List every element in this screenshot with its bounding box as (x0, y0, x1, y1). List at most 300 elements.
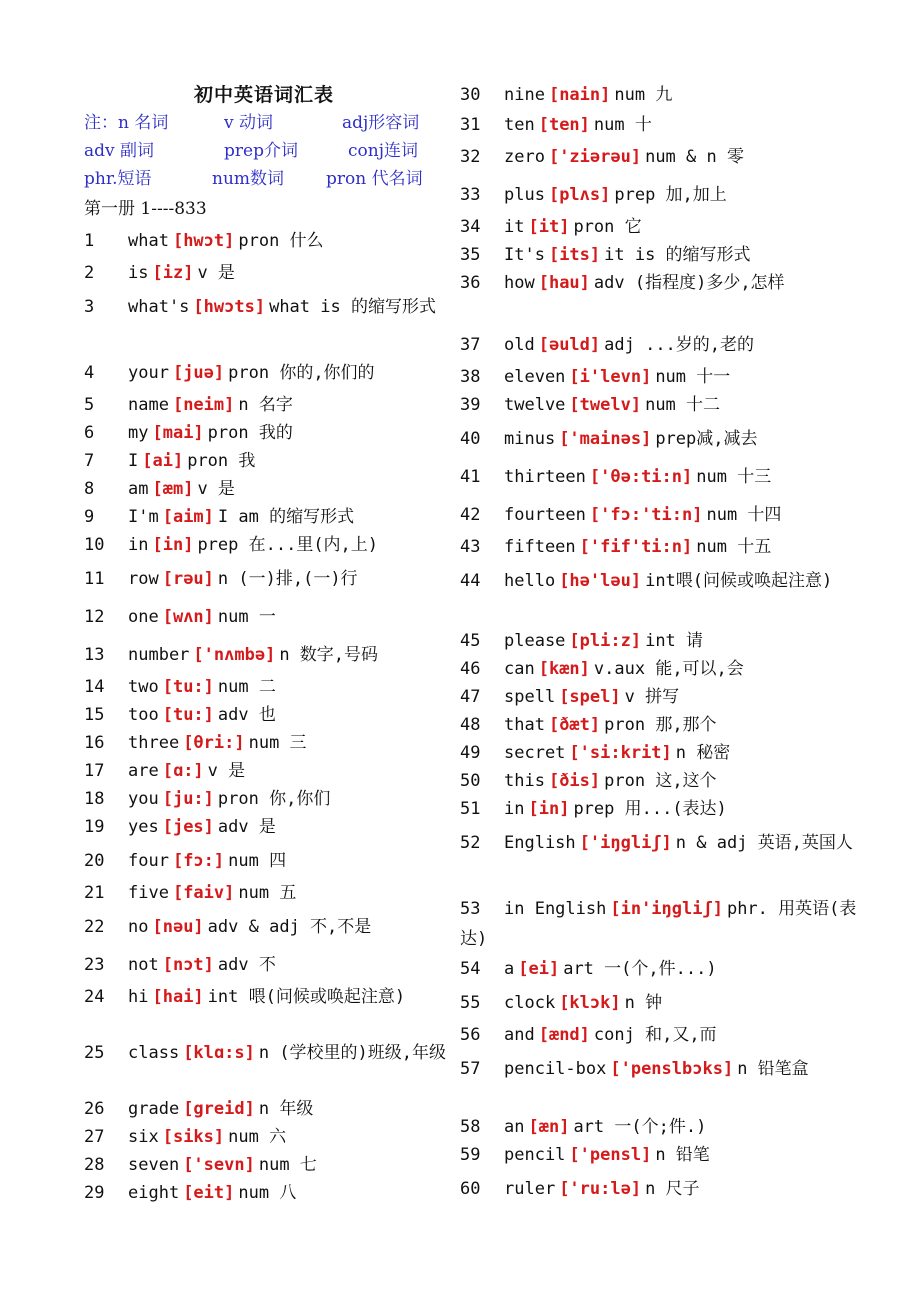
entry-word: plus (504, 185, 545, 205)
entry-meaning: pron 什么 (238, 231, 324, 251)
vocab-entry (460, 268, 870, 298)
entry-number: 19 (84, 817, 105, 837)
entry-number: 48 (460, 715, 481, 735)
entry-number: 29 (84, 1183, 105, 1203)
entry-phonetic: [its] (548, 245, 601, 265)
vocab-entry (84, 640, 456, 670)
entry-word: pencil (504, 1145, 566, 1165)
vocab-entry (460, 80, 870, 110)
legend-item: pron 代名词 (326, 169, 423, 189)
entry-number: 52 (460, 833, 481, 853)
entry-meaning: adv & adj 不,不是 (207, 917, 372, 937)
entry-phonetic: [mai] (152, 423, 204, 443)
entry-word: grade (128, 1099, 180, 1119)
vocab-entry (460, 738, 870, 768)
entry-word: clock (504, 993, 556, 1013)
vocab-entry (84, 390, 456, 420)
vocab-entry (84, 446, 456, 476)
entry-phonetic: [æn] (528, 1117, 570, 1137)
entry-phonetic: [in'iŋgliʃ] (610, 899, 723, 919)
entry-phonetic: [nəu] (152, 917, 204, 937)
entry-meaning: num 十四 (706, 505, 782, 525)
entry-phonetic: [twelv] (569, 395, 642, 415)
vocab-entry (84, 784, 456, 814)
entry-word: pencil-box (504, 1059, 607, 1079)
entry-meaning: prep减,减去 (655, 429, 758, 449)
entry-meaning: n 数字,号码 (279, 645, 379, 665)
entry-meaning: adv 是 (217, 817, 276, 837)
entry-meaning: num 十 (593, 115, 652, 135)
entry-word: five (128, 883, 169, 903)
entry-word: not (128, 955, 159, 975)
entry-word: three (128, 733, 180, 753)
entry-phonetic: ['penslbɔks] (610, 1059, 734, 1079)
entry-word: seven (128, 1155, 180, 1175)
entry-meaning: it is 的缩写形式 (604, 245, 751, 265)
entry-phonetic: ['fif'ti:n] (579, 537, 693, 557)
entry-phonetic: [iz] (152, 263, 194, 283)
entry-word: fifteen (504, 537, 576, 557)
entry-word: class (128, 1043, 180, 1063)
entry-number: 23 (84, 955, 105, 975)
entry-number: 60 (460, 1179, 481, 1199)
entry-meaning: num 八 (238, 1183, 297, 1203)
entry-phonetic: [hə'ləu] (559, 571, 642, 591)
entry-phonetic: [ðæt] (548, 715, 601, 735)
entry-meaning: num 十五 (696, 537, 772, 557)
entry-word: an (504, 1117, 525, 1137)
entry-meaning: num 十二 (645, 395, 721, 415)
entry-meaning: art 一(个,件...) (563, 959, 717, 979)
vocab-entry (460, 362, 870, 392)
entry-meaning: n (学校里的)班级,年级 (258, 1043, 447, 1063)
vocab-entry (84, 564, 456, 594)
vocab-entry (84, 1038, 456, 1068)
entry-number: 58 (460, 1117, 481, 1137)
entry-meaning: int 请 (645, 631, 704, 651)
entry-word: hello (504, 571, 556, 591)
entry-phonetic: [ju:] (162, 789, 214, 809)
vocab-entry (84, 982, 456, 1012)
entry-meaning: phr. 用英语(表达) (460, 899, 857, 949)
entry-number: 11 (84, 569, 105, 589)
entry-phonetic: [hau] (538, 273, 590, 293)
entry-number: 26 (84, 1099, 105, 1119)
vocab-entry (84, 912, 456, 942)
entry-word: It's (504, 245, 545, 265)
entry-number: 50 (460, 771, 481, 791)
entry-meaning: num 四 (228, 851, 287, 871)
entry-meaning: v 是 (197, 479, 235, 499)
vocab-entry (460, 682, 870, 712)
entry-phonetic: [pli:z] (569, 631, 642, 651)
vocab-entry (84, 258, 456, 288)
entry-number: 38 (460, 367, 481, 387)
entry-phonetic: [greid] (183, 1099, 255, 1119)
entry-word: I'm (128, 507, 159, 527)
entry-word: thirteen (504, 467, 586, 487)
entry-phonetic: ['sevn] (183, 1155, 255, 1175)
entry-word: spell (504, 687, 556, 707)
entry-phonetic: [in] (152, 535, 194, 555)
entry-phonetic: [it] (528, 217, 570, 237)
entry-phonetic: [jes] (162, 817, 214, 837)
entry-number: 20 (84, 851, 105, 871)
entry-meaning: num & n 零 (645, 147, 744, 167)
entry-word: in (128, 535, 149, 555)
entry-number: 13 (84, 645, 105, 665)
entry-number: 44 (460, 571, 481, 591)
entry-word: can (504, 659, 535, 679)
entry-phonetic: [hwɔts] (193, 297, 266, 317)
entry-phonetic: [neim] (172, 395, 235, 415)
vocab-entry (84, 1094, 456, 1124)
entry-phonetic: [ai] (142, 451, 184, 471)
vocab-entry (84, 358, 456, 388)
entry-number: 14 (84, 677, 105, 697)
entry-number: 47 (460, 687, 481, 707)
entry-meaning: adj ...岁的,老的 (604, 335, 755, 355)
vocab-entry (84, 846, 456, 876)
entry-meaning: pron 我的 (207, 423, 293, 443)
vocab-entry (84, 950, 456, 980)
entry-number: 10 (84, 535, 105, 555)
entry-word: hi (128, 987, 149, 1007)
entry-number: 53 (460, 899, 481, 919)
entry-number: 36 (460, 273, 481, 293)
entry-number: 59 (460, 1145, 481, 1165)
vocab-entry (84, 1178, 456, 1208)
entry-number: 22 (84, 917, 105, 937)
vocab-entry (460, 988, 870, 1018)
entry-meaning: what is 的缩写形式 (269, 297, 436, 317)
legend-item: adj形容词 (342, 113, 420, 133)
entry-meaning: num 十三 (696, 467, 772, 487)
entry-word: what's (128, 297, 190, 317)
entry-number: 51 (460, 799, 481, 819)
entry-number: 2 (84, 263, 95, 283)
entry-meaning: n 秘密 (675, 743, 731, 763)
entry-word: secret (504, 743, 566, 763)
vocab-entry (84, 474, 456, 504)
legend-item: phr.短语 (84, 169, 152, 189)
vocab-entry (84, 728, 456, 758)
entry-word: number (128, 645, 190, 665)
entry-word: what (128, 231, 169, 251)
entry-phonetic: [wʌn] (162, 607, 214, 627)
entry-phonetic: [hwɔt] (172, 231, 235, 251)
entry-phonetic: [spel] (559, 687, 621, 707)
entry-number: 35 (460, 245, 481, 265)
vocab-entry (460, 626, 870, 656)
entry-word: six (128, 1127, 159, 1147)
entry-number: 3 (84, 297, 95, 317)
entry-phonetic: ['iŋgliʃ] (579, 833, 672, 853)
vocab-entry (460, 330, 870, 360)
entry-meaning: v 是 (197, 263, 235, 283)
entry-meaning: I am 的缩写形式 (217, 507, 355, 527)
entry-number: 27 (84, 1127, 105, 1147)
entry-number: 7 (84, 451, 95, 471)
entry-meaning: n 铅笔 (655, 1145, 710, 1165)
entry-word: you (128, 789, 159, 809)
vocab-entry (460, 180, 870, 210)
entry-phonetic: [hai] (152, 987, 204, 1007)
entry-phonetic: ['pensl] (569, 1145, 652, 1165)
entry-phonetic: [rəu] (162, 569, 214, 589)
legend-item: v 动词 (224, 113, 274, 133)
vocab-entry (460, 654, 870, 684)
entry-phonetic: ['θə:ti:n] (589, 467, 693, 487)
legend-item: prep介词 (224, 141, 298, 161)
vocab-entry (460, 566, 870, 596)
entry-word: please (504, 631, 566, 651)
vocab-entry (460, 500, 870, 530)
entry-number: 49 (460, 743, 481, 763)
entry-word: minus (504, 429, 556, 449)
entry-meaning: pron 你,你们 (217, 789, 331, 809)
entry-word: twelve (504, 395, 566, 415)
vocab-entry (460, 110, 870, 140)
entry-word: in (504, 799, 525, 819)
legend-item: 注：n 名词 (84, 113, 169, 133)
entry-meaning: num 一 (217, 607, 276, 627)
entry-meaning: num 六 (228, 1127, 287, 1147)
entry-phonetic: ['ru:lə] (559, 1179, 642, 1199)
entry-number: 55 (460, 993, 481, 1013)
entry-meaning: v.aux 能,可以,会 (593, 659, 744, 679)
entry-word: how (504, 273, 535, 293)
entry-word: that (504, 715, 545, 735)
entry-phonetic: [ɑ:] (162, 761, 204, 781)
entry-meaning: n 名字 (238, 395, 293, 415)
entry-word: nine (504, 85, 545, 105)
entry-number: 12 (84, 607, 105, 627)
entry-phonetic: ['mainəs] (559, 429, 652, 449)
entry-phonetic: ['nʌmbə] (193, 645, 276, 665)
entry-meaning: n 年级 (258, 1099, 314, 1119)
vocab-entry (460, 1112, 870, 1142)
vocab-entry (460, 710, 870, 740)
entry-phonetic: [juə] (172, 363, 225, 383)
entry-number: 18 (84, 789, 105, 809)
entry-meaning: num 五 (238, 883, 297, 903)
entry-word: a (504, 959, 515, 979)
entry-meaning: pron 它 (573, 217, 642, 237)
entry-phonetic: [aim] (162, 507, 214, 527)
entry-number: 37 (460, 335, 481, 355)
vocab-entry (84, 756, 456, 786)
entry-meaning: num 三 (248, 733, 307, 753)
entry-meaning: prep 在...里(内,上) (197, 535, 379, 555)
entry-phonetic: [əuld] (538, 335, 601, 355)
entry-phonetic: ['ziərəu] (548, 147, 642, 167)
entry-phonetic: [æm] (152, 479, 194, 499)
entry-number: 8 (84, 479, 95, 499)
legend-item: adv 副词 (84, 141, 155, 161)
vocab-entry (84, 502, 456, 532)
entry-phonetic: [siks] (162, 1127, 225, 1147)
entry-phonetic: [nɔt] (162, 955, 214, 975)
entry-word: two (128, 677, 159, 697)
entry-meaning: adv 不 (217, 955, 276, 975)
entry-word: in English (504, 899, 607, 919)
vocab-entry (460, 212, 870, 242)
vocab-entry (460, 1020, 870, 1050)
entry-meaning: num 二 (217, 677, 276, 697)
entry-number: 32 (460, 147, 481, 167)
entry-number: 43 (460, 537, 481, 557)
entry-phonetic: [i'levn] (569, 367, 652, 387)
entry-word: English (504, 833, 576, 853)
entry-word: your (128, 363, 169, 383)
entry-number: 46 (460, 659, 481, 679)
entry-meaning: art 一(个;件.) (573, 1117, 707, 1137)
entry-phonetic: [ei] (518, 959, 560, 979)
vocab-entry (84, 700, 456, 730)
entry-number: 1 (84, 231, 95, 251)
vocab-entry (84, 418, 456, 448)
entry-meaning: adv (指程度)多少,怎样 (593, 273, 785, 293)
entry-meaning: pron 那,那个 (604, 715, 717, 735)
entry-number: 24 (84, 987, 105, 1007)
entry-meaning: adv 也 (217, 705, 276, 725)
vocab-entry (84, 1150, 456, 1180)
entry-word: are (128, 761, 159, 781)
entry-number: 25 (84, 1043, 105, 1063)
entry-word: I (128, 451, 139, 471)
entry-number: 21 (84, 883, 105, 903)
entry-word: yes (128, 817, 159, 837)
entry-number: 54 (460, 959, 481, 979)
vocab-entry (84, 672, 456, 702)
vocab-entry (460, 766, 870, 796)
entry-word: zero (504, 147, 545, 167)
vocab-entry (460, 142, 870, 172)
vocab-entry (460, 1140, 870, 1170)
entry-meaning: n & adj 英语,英国人 (675, 833, 853, 853)
entry-phonetic: [tu:] (162, 705, 214, 725)
entry-number: 9 (84, 507, 95, 527)
entry-word: too (128, 705, 159, 725)
entry-word: this (504, 771, 545, 791)
entry-word: row (128, 569, 159, 589)
entry-word: my (128, 423, 149, 443)
entry-phonetic: [plʌs] (548, 185, 611, 205)
vocab-entry (460, 1054, 870, 1084)
entry-phonetic: [eit] (183, 1183, 235, 1203)
entry-phonetic: [klɔk] (559, 993, 621, 1013)
vocab-entry (460, 954, 870, 984)
entry-phonetic: [in] (528, 799, 570, 819)
entry-meaning: num 七 (258, 1155, 317, 1175)
entry-meaning: v 是 (207, 761, 246, 781)
entry-meaning: num 九 (614, 85, 673, 105)
entry-meaning: prep 用...(表达) (573, 799, 727, 819)
entry-meaning: num 十一 (655, 367, 731, 387)
entry-word: it (504, 217, 525, 237)
entry-meaning: int喂(问候或唤起注意) (645, 571, 833, 591)
entry-word: four (128, 851, 169, 871)
entry-number: 45 (460, 631, 481, 651)
entry-number: 4 (84, 363, 95, 383)
book-range: 第一册 1----833 (84, 199, 207, 219)
entry-meaning: n (一)排,(一)行 (217, 569, 358, 589)
entry-number: 34 (460, 217, 481, 237)
entry-phonetic: [fɔ:] (172, 851, 225, 871)
entry-phonetic: [ðis] (548, 771, 601, 791)
entry-phonetic: ['si:krit] (569, 743, 672, 763)
entry-phonetic: ['fɔ:'ti:n] (589, 505, 703, 525)
entry-number: 15 (84, 705, 105, 725)
entry-meaning: pron 这,这个 (604, 771, 717, 791)
entry-meaning: pron 你的,你们的 (228, 363, 375, 383)
entry-word: fourteen (504, 505, 586, 525)
entry-meaning: n 尺子 (645, 1179, 700, 1199)
entry-meaning: prep 加,加上 (614, 185, 727, 205)
entry-number: 17 (84, 761, 105, 781)
vocab-entry (460, 532, 870, 562)
entry-word: name (128, 395, 169, 415)
entry-word: and (504, 1025, 535, 1045)
entry-word: eleven (504, 367, 566, 387)
entry-word: no (128, 917, 149, 937)
legend-item: num数词 (212, 169, 285, 189)
entry-meaning: int 喂(问候或唤起注意) (207, 987, 406, 1007)
entry-word: is (128, 263, 149, 283)
entry-phonetic: [θri:] (183, 733, 245, 753)
entry-number: 28 (84, 1155, 105, 1175)
entry-phonetic: [faiv] (172, 883, 235, 903)
entry-meaning: v 拼写 (624, 687, 680, 707)
vocab-entry (460, 390, 870, 420)
vocab-entry (84, 530, 456, 560)
legend-item: conj连词 (348, 141, 418, 161)
vocab-entry (84, 226, 456, 256)
vocab-entry (460, 462, 870, 492)
entry-number: 5 (84, 395, 95, 415)
entry-word: am (128, 479, 149, 499)
entry-word: ten (504, 115, 535, 135)
entry-phonetic: [ten] (538, 115, 590, 135)
entry-phonetic: [kæn] (538, 659, 590, 679)
entry-word: old (504, 335, 535, 355)
entry-phonetic: [nain] (548, 85, 611, 105)
vocab-entry (84, 812, 456, 842)
entry-word: ruler (504, 1179, 556, 1199)
page-title: 初中英语词汇表 (194, 84, 335, 106)
entry-number: 33 (460, 185, 481, 205)
entry-word: eight (128, 1183, 180, 1203)
vocab-entry (460, 794, 870, 824)
vocab-entry (84, 1122, 456, 1152)
entry-number: 40 (460, 429, 481, 449)
vocab-entry (84, 292, 456, 322)
entry-meaning: n 钟 (624, 993, 663, 1013)
vocab-entry (460, 240, 870, 270)
entry-phonetic: [klɑ:s] (183, 1043, 255, 1063)
entry-phonetic: [ænd] (538, 1025, 590, 1045)
entry-meaning: conj 和,又,而 (593, 1025, 717, 1045)
entry-phonetic: [tu:] (162, 677, 214, 697)
vocab-entry (84, 602, 456, 632)
entry-number: 16 (84, 733, 105, 753)
entry-word: one (128, 607, 159, 627)
entry-number: 6 (84, 423, 95, 443)
vocab-entry (460, 894, 870, 954)
entry-number: 42 (460, 505, 481, 525)
entry-number: 39 (460, 395, 481, 415)
